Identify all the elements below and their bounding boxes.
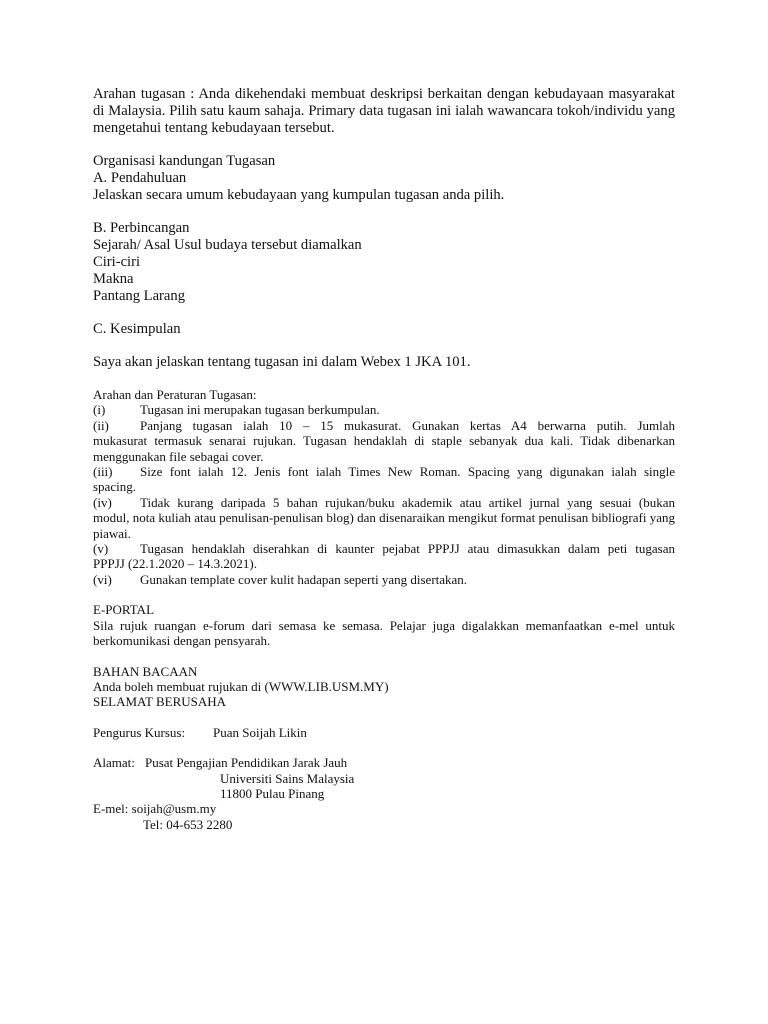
phone-number: Tel: 04-653 2280 <box>143 816 233 832</box>
rules-list <box>93 402 675 587</box>
address-line: Pusat Pengajian Pendidikan Jarak Jauh <box>145 755 348 771</box>
item-text: Tidak kurang daripada 5 bahan rujukan/buku akademik atau artikel jurnal yang sesuai (bukan <box>140 494 675 510</box>
item-continuation: mukasurat termasuk senarai rujukan. Tugasan hendaklah di staple sebanyak dua kali. Tidak dibenarkan menggunakan file sebagai cover. <box>93 433 675 464</box>
item-continuation: spacing. <box>93 479 136 495</box>
eportal-text: Sila rujuk ruangan e-forum dari semasa ke semasa. Pelajar juga digalakkan memanfaatkan e-mel untuk berkomunikasi dengan pensyarah. <box>93 617 675 649</box>
item-number: (vi) <box>93 571 112 587</box>
address-line: Universiti Sains Malaysia <box>220 770 355 786</box>
section-b-item: Pantang Larang <box>93 288 185 304</box>
section-b-title: B. Perbincangan <box>93 220 190 236</box>
eportal-heading: E-PORTAL <box>93 602 155 618</box>
closing-text: SELAMAT BERUSAHA <box>93 694 227 710</box>
section-a-title: A. Pendahuluan <box>93 170 187 186</box>
bahan-heading: BAHAN BACAAN <box>93 663 198 679</box>
item-text: Tugasan hendaklah diserahkan di kaunter pejabat PPPJJ atau dimasukkan dalam peti tugasan <box>140 541 675 557</box>
list-item <box>93 495 675 541</box>
bahan-text: Anda boleh membuat rujukan di (WWW.LIB.USM.MY) <box>93 678 389 694</box>
address-line: 11800 Pulau Pinang <box>220 785 325 801</box>
list-item <box>93 402 675 417</box>
section-b-item: Makna <box>93 271 134 287</box>
list-item <box>93 464 675 495</box>
address-label: Alamat: <box>93 755 135 771</box>
course-manager-label: Pengurus Kursus: <box>93 724 186 740</box>
section-a-text: Jelaskan secara umum kebudayaan yang kumpulan tugasan anda pilih. <box>93 187 505 203</box>
course-manager-row <box>93 725 675 740</box>
list-item <box>93 418 675 464</box>
intro-paragraph: Arahan tugasan : Anda dikehendaki membuat deskripsi berkaitan dengan kebudayaan masyarakat di Malaysia. Pilih satu kaum sahaja. Primary data tugasan ini ialah wawancara tokoh/individu yang mengetahui tentang kebudayaan tersebut. <box>93 86 675 136</box>
item-number: (iii) <box>93 464 113 480</box>
item-number: (iv) <box>93 494 112 510</box>
item-number: (ii) <box>93 417 109 433</box>
item-number: (v) <box>93 541 109 557</box>
list-item <box>93 572 675 587</box>
item-continuation: modul, nota kuliah atau penulisan-penulisan blog) dan disenaraikan mengikut format penulisan bibliografi yang piawai. <box>93 510 675 541</box>
item-text: Panjang tugasan ialah 10 – 15 mukasurat. Gunakan kertas A4 berwarna putih. Jumlah <box>140 417 675 433</box>
email-label: E-mel: <box>93 801 129 817</box>
address-row <box>93 755 675 770</box>
organisasi-heading: Organisasi kandungan Tugasan <box>93 153 276 169</box>
item-text: Tugasan ini merupakan tugasan berkumpulan. <box>140 402 380 418</box>
item-text: Size font ialah 12. Jenis font ialah Times New Roman. Spacing yang digunakan ialah single <box>140 464 675 480</box>
section-c-title: C. Kesimpulan <box>93 321 181 337</box>
email-address: soijah@usm.my <box>131 801 217 817</box>
item-continuation: PPPJJ (22.1.2020 – 14.3.2021). <box>93 556 257 572</box>
list-item <box>93 541 675 572</box>
item-number: (i) <box>93 402 106 418</box>
rules-heading: Arahan dan Peraturan Tugasan: <box>93 387 257 402</box>
webex-note: Saya akan jelaskan tentang tugasan ini dalam Webex 1 JKA 101. <box>93 354 471 370</box>
document-page <box>93 86 675 832</box>
email-row <box>93 801 675 816</box>
section-b-item: Sejarah/ Asal Usul budaya tersebut diamalkan <box>93 237 362 253</box>
course-manager-name: Puan Soijah Likin <box>213 724 307 740</box>
section-b-item: Ciri-ciri <box>93 254 141 270</box>
item-text: Gunakan template cover kulit hadapan seperti yang disertakan. <box>140 571 468 587</box>
